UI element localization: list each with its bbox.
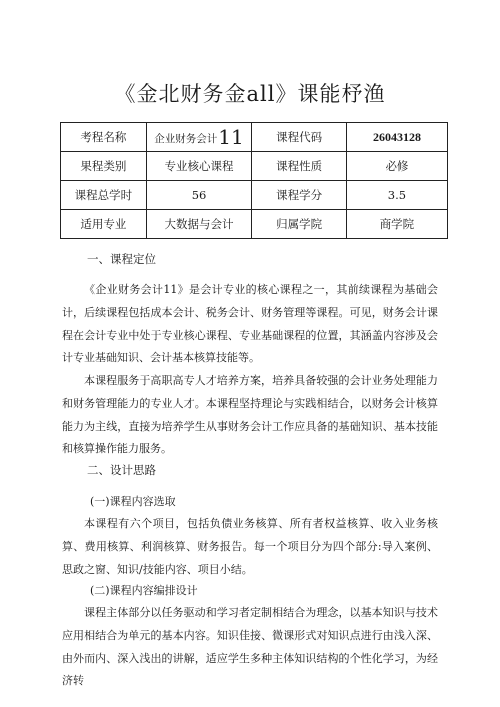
course-name-text: 企业财务会计 (154, 133, 218, 145)
table-cell-value: 26043128 (346, 123, 447, 152)
section-heading-design: 二、设计思路 (87, 463, 156, 477)
table-cell-value: 专业核心课程 (146, 152, 252, 181)
table-row (61, 152, 448, 181)
table-row (61, 181, 448, 210)
paragraph-content-selection: 本课程有六个项目，包括负债业务核算、所有者权益核算、收入业务核算、费用核算、利润核算、财务报告。每一个项目分为四个部分:导入案例、思政之窗、知识/技能内容、项目小结。 (62, 517, 438, 576)
section-heading-positioning: 一、课程定位 (87, 252, 156, 266)
paragraph-positioning: 《企业财务会计11》是会计专业的核心课程之一，其前续课程为基础会计，后续课程包括成本会计、税务会计、财务管理等课程。可见，财务会计课程在会计专业中处于专业核心课程、专业基础课程的位置，其涵盖内容涉及会计专业基础知识、会计基本核算技能等。 (62, 283, 438, 365)
table-cell-label: 适用专业 (61, 210, 147, 239)
course-info-table (60, 122, 448, 239)
table-cell-label: 归属学院 (252, 210, 347, 239)
table-cell-value: 3.5 (346, 181, 447, 210)
table-row (61, 210, 448, 239)
subheading-content-arrangement: (二)课程内容编排设计 (90, 584, 198, 597)
table-cell-value: 56 (146, 181, 252, 210)
table-cell-label: 考程名称 (61, 123, 147, 152)
table-cell-label: 课程学分 (252, 181, 347, 210)
table-cell-value: 必修 (346, 152, 447, 181)
table-cell-label: 果程类别 (61, 152, 147, 181)
document-title: 《金北财务金all》课能杼渔 (114, 82, 386, 106)
table-cell-value: 大数据与会计 (146, 210, 252, 239)
table-cell-value (146, 123, 252, 152)
table-cell-label: 课程代码 (252, 123, 347, 152)
table-cell-label: 课程总学时 (61, 181, 147, 210)
table-cell-value: 商学院 (346, 210, 447, 239)
course-name-number: 11 (218, 125, 244, 149)
table-cell-label: 课程性质 (252, 152, 347, 181)
paragraph-content-arrangement: 课程主体部分以任务驱动和学习者定制相结合为理念，以基本知识与技术应用相结合为单元的基本内容。知识佳接、微课形式对知识点进行由浅入深、由外而内、深入浅出的讲解，适应学生多种主体知识结构的个性化学习，为经济转 (62, 606, 438, 688)
table-row (61, 123, 448, 152)
subheading-content-selection: (一)课程内容选取 (90, 495, 176, 508)
paragraph-service: 本课程服务于高职高专人才培养方案，培养具备较强的会计业务处理能力和财务管理能力的专业人才。本课程坚持理论与实践相结合，以财务会计核算能力为主线，直接为培养学生从事财务会计工作应具备的基础知识、基本技能和核算操作能力服务。 (62, 374, 438, 456)
